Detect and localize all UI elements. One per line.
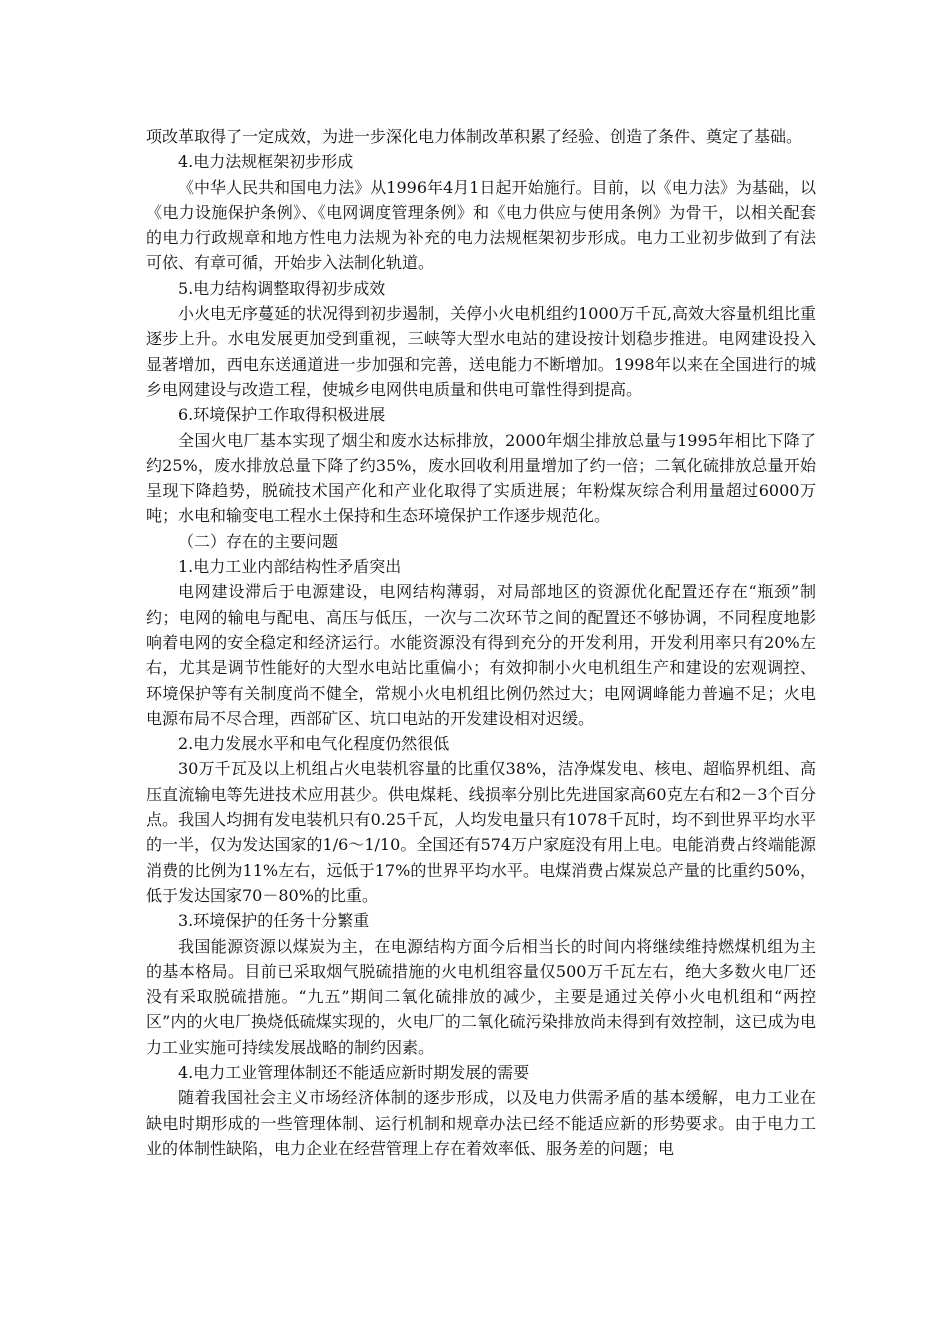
section-heading-structure-adjustment: 5.电力结构调整取得初步成效 xyxy=(178,278,386,298)
section-heading-main-problems: （二）存在的主要问题 xyxy=(178,531,339,551)
section-heading-environmental-tasks: 3.环境保护的任务十分繁重 xyxy=(178,911,370,931)
section-heading-management-system: 4.电力工业管理体制还不能适应新时期发展的需要 xyxy=(178,1062,530,1082)
section-heading-structural-contradictions: 1.电力工业内部结构性矛盾突出 xyxy=(178,557,402,577)
paragraph-environmental-tasks: 我国能源资源以煤炭为主，在电源结构方面今后相当长的时间内将继续维持燃煤机组为主的基本格局。目前已采取烟气脱硫措施的火电机组容量仅500万千瓦左右，绝大多数火电厂还没有采取脱硫措施。“九五”期间二氧化硫排放的减少，主要是通过关停小火电机组和“两控区”内的火电厂换烧低硫煤实现的，火电厂的二氧化硫污染排放尚未得到有效控制，这已成为电力工业实施可持续发展战略的制约因素。 xyxy=(146,936,816,1057)
paragraph-continuation: 项改革取得了一定成效，为进一步深化电力体制改革积累了经验、创造了条件、奠定了基础。 xyxy=(146,127,803,146)
paragraph-development-level: 30万千瓦及以上机组占火电装机容量的比重仅38%，洁净煤发电、核电、超临界机组、高压直流输电等先进技术应用甚少。供电煤耗、线损率分别比先进国家高60克左右和2－3个百分点。我国人均拥有发电装机只有0.25千瓦，人均发电量只有1078千瓦时，均不到世界平均水平的一半，仅为发达国家的1/6～1/10。全国还有574万户家庭没有用上电。电能消费占终端能源消费的比例为11%左右，远低于17%的世界平均水平。电煤消费占煤炭总产量的比重约50%，低于发达国家70－80%的比重。 xyxy=(146,759,816,905)
section-heading-environmental-protection: 6.环境保护工作取得积极进展 xyxy=(178,405,386,425)
document-body xyxy=(146,124,816,1161)
paragraph-legal-framework: 《中华人民共和国电力法》从1996年4月1日起开始施行。目前，以《电力法》为基础，以《电力设施保护条例》、《电网调度管理条例》和《电力供应与使用条例》为骨干，以相关配套的电力行政规章和地方性电力法规为补充的电力法规框架初步形成。电力工业初步做到了有法可依、有章可循，开始步入法制化轨道。 xyxy=(146,177,816,273)
section-heading-legal-framework: 4.电力法规框架初步形成 xyxy=(178,152,354,172)
paragraph-environmental-protection: 全国火电厂基本实现了烟尘和废水达标排放，2000年烟尘排放总量与1995年相比下降了约25%，废水排放总量下降了约35%，废水回收利用量增加了约一倍；二氧化硫排放总量开始呈现下降趋势，脱硫技术国产化和产业化取得了实质进展；年粉煤灰综合利用量超过6000万吨；水电和输变电工程水土保持和生态环境保护工作逐步规范化。 xyxy=(146,430,816,526)
paragraph-management-system: 随着我国社会主义市场经济体制的逐步形成，以及电力供需矛盾的基本缓解，电力工业在缺电时期形成的一些管理体制、运行机制和规章办法已经不能适应新的形势要求。由于电力工业的体制性缺陷，电力企业在经营管理上存在着效率低、服务差的问题；电 xyxy=(146,1088,816,1158)
paragraph-structural-contradictions: 电网建设滞后于电源建设，电网结构薄弱，对局部地区的资源优化配置还存在“瓶颈”制约；电网的输电与配电、高压与低压，一次与二次环节之间的配置还不够协调，不同程度地影响着电网的安全稳定和经济运行。水能资源没有得到充分的开发利用，开发利用率只有20%左右，尤其是调节性能好的大型水电站比重偏小；有效抑制小火电机组生产和建设的宏观调控、环境保护等有关制度尚不健全，常规小火电机组比例仍然过大；电网调峰能力普遍不足；火电电源布局不尽合理，西部矿区、坑口电站的开发建设相对迟缓。 xyxy=(146,582,816,728)
section-heading-development-level: 2.电力发展水平和电气化程度仍然很低 xyxy=(178,734,450,754)
paragraph-structure-adjustment: 小火电无序蔓延的状况得到初步遏制，关停小火电机组约1000万千瓦,高效大容量机组比重逐步上升。水电发展更加受到重视，三峡等大型水电站的建设按计划稳步推进。电网建设投入显著增加，西电东送通道进一步加强和完善，送电能力不断增加。1998年以来在全国进行的城乡电网建设与改造工程，使城乡电网供电质量和供电可靠性得到提高。 xyxy=(146,304,816,399)
